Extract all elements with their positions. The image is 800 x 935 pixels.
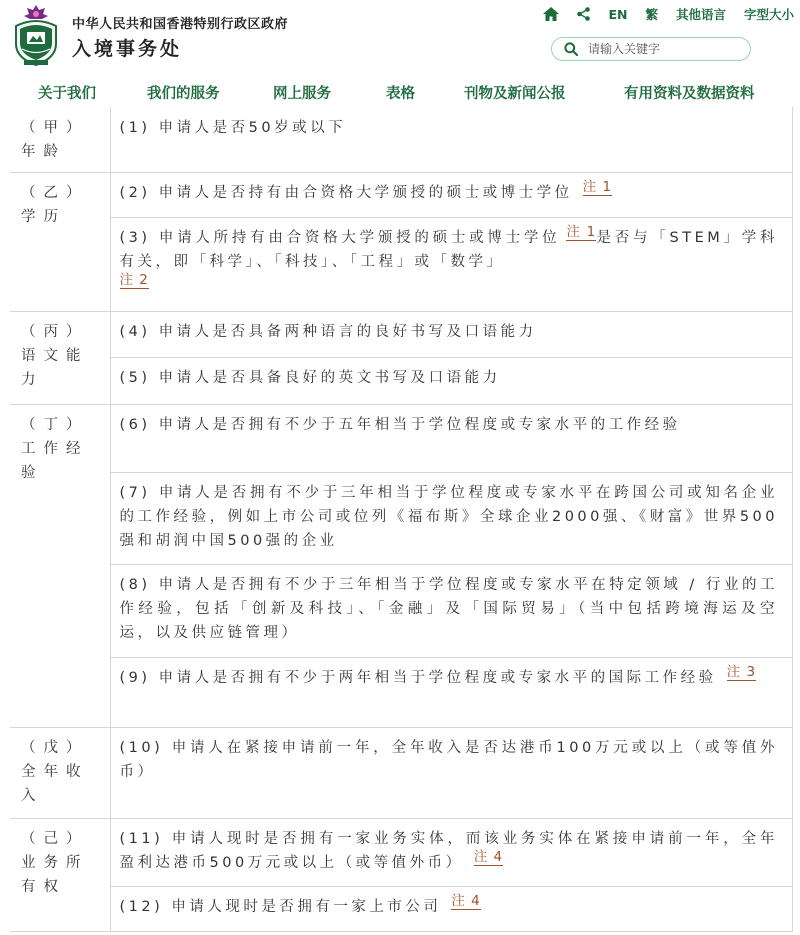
table-row <box>10 472 793 564</box>
criterion-11 <box>110 818 793 886</box>
nav-forms[interactable]: 表格 <box>386 86 415 102</box>
criterion-9-text: (9) 申请人是否拥有不少于两年相当于学位程度或专家水平的国际工作经验 <box>119 669 717 686</box>
nav-about-us[interactable]: 关于我们 <box>38 86 96 102</box>
table-row <box>10 404 793 472</box>
criterion-12-text: (12) 申请人现时是否拥有一家上市公司 <box>119 898 442 915</box>
main-navigation <box>0 82 800 104</box>
criterion-2-text: (2) 申请人是否持有由合资格大学颁授的硕士或博士学位 <box>119 184 573 201</box>
table-row <box>10 818 793 886</box>
table-row <box>10 107 793 172</box>
criterion-12 <box>110 886 793 931</box>
other-languages-link[interactable]: 其他语言 <box>675 7 726 22</box>
criterion-8 <box>110 564 793 657</box>
utility-toolbar <box>543 5 794 23</box>
criterion-6 <box>110 404 793 472</box>
criterion-10-text: (10) 申请人在紧接申请前一年，全年收入是否达港币100万元或以上（或等值外币） <box>119 739 778 780</box>
criterion-4-text: (4) 申请人是否具备两种语言的良好书写及口语能力 <box>119 323 537 340</box>
language-english-link[interactable]: EN <box>608 6 628 22</box>
table-row <box>10 217 793 311</box>
category-age: （甲）年龄 <box>10 107 110 172</box>
table-row <box>10 172 793 217</box>
criterion-6-text: (6) 申请人是否拥有不少于五年相当于学位程度或专家水平的工作经验 <box>119 416 681 433</box>
criterion-3-text-cont: 是否与「STEM」学科有关，即「科学」、「科技」、「工程」或「数学」 <box>119 229 778 270</box>
table-row <box>10 311 793 357</box>
note-3-link[interactable]: 注 3 <box>726 663 757 680</box>
eligibility-criteria-table <box>10 107 793 932</box>
category-annual-income: （戊）全年收入 <box>10 727 110 818</box>
search-input[interactable] <box>588 42 738 56</box>
criterion-7-text: (7) 申请人是否拥有不少于三年相当于学位程度或专家水平在跨国公司或知名企业的工作经验，例如上市公司或位列《福布斯》全球企业2000强、《财富》世界500强和胡润中国500强的企业 <box>119 484 778 549</box>
criterion-9 <box>110 657 793 727</box>
home-icon[interactable] <box>543 7 559 21</box>
category-business-ownership: （己）业务所有权 <box>10 818 110 931</box>
criterion-7 <box>110 472 793 564</box>
search-box[interactable] <box>551 37 751 61</box>
site-header <box>0 0 800 108</box>
table-row <box>10 657 793 727</box>
table-row <box>10 357 793 404</box>
table-row <box>10 886 793 931</box>
nav-our-services[interactable]: 我们的服务 <box>147 86 220 102</box>
language-traditional-chinese-link[interactable]: 繁 <box>645 7 658 22</box>
note-1-link[interactable]: 注 1 <box>566 223 597 240</box>
criterion-4 <box>110 311 793 357</box>
note-4-link[interactable]: 注 4 <box>451 892 481 909</box>
note-1-link[interactable]: 注 1 <box>582 178 613 195</box>
category-language: （丙）语文能力 <box>10 311 110 404</box>
table-row <box>10 727 793 818</box>
government-title: 中华人民共和国香港特别行政区政府 <box>72 17 289 32</box>
nav-publications-press[interactable]: 刊物及新闻公报 <box>464 86 566 102</box>
criterion-1 <box>110 107 793 172</box>
criterion-1-text: (1) 申请人是否50岁或以下 <box>119 120 347 136</box>
note-4-link[interactable]: 注 4 <box>473 848 504 865</box>
criterion-5-text: (5) 申请人是否具备良好的英文书写及口语能力 <box>119 369 501 386</box>
nav-useful-information[interactable]: 有用资料及数据资料 <box>624 86 755 102</box>
criterion-5 <box>110 357 793 404</box>
table-row <box>10 564 793 657</box>
criterion-8-text: (8) 申请人是否拥有不少于三年相当于学位程度或专家水平在特定领域 / 行业的工作经验，包括「创新及科技」、「金融」及「国际贸易」（当中包括跨境海运及空运，以及供应链管理） <box>119 576 778 641</box>
nav-online-services[interactable]: 网上服务 <box>273 86 331 102</box>
criterion-2 <box>110 172 793 217</box>
immd-emblem-icon[interactable] <box>10 4 62 68</box>
note-2-link[interactable]: 注 2 <box>119 271 149 288</box>
search-icon[interactable] <box>564 42 578 56</box>
category-work-experience: （丁）工作经验 <box>10 404 110 727</box>
category-education: （乙）学历 <box>10 172 110 311</box>
criterion-10 <box>110 727 793 818</box>
criterion-3 <box>110 217 793 311</box>
font-size-link[interactable]: 字型大小 <box>743 7 794 22</box>
criterion-3-text: (3) 申请人所持有由合资格大学颁授的硕士或博士学位 <box>119 229 561 246</box>
department-name[interactable]: 入境事务处 <box>72 38 183 60</box>
share-icon[interactable] <box>577 7 590 21</box>
criterion-11-text: (11) 申请人现时是否拥有一家业务实体，而该业务实体在紧接申请前一年，全年盈利达港币500万元或以上（或等值外币） <box>119 830 778 871</box>
